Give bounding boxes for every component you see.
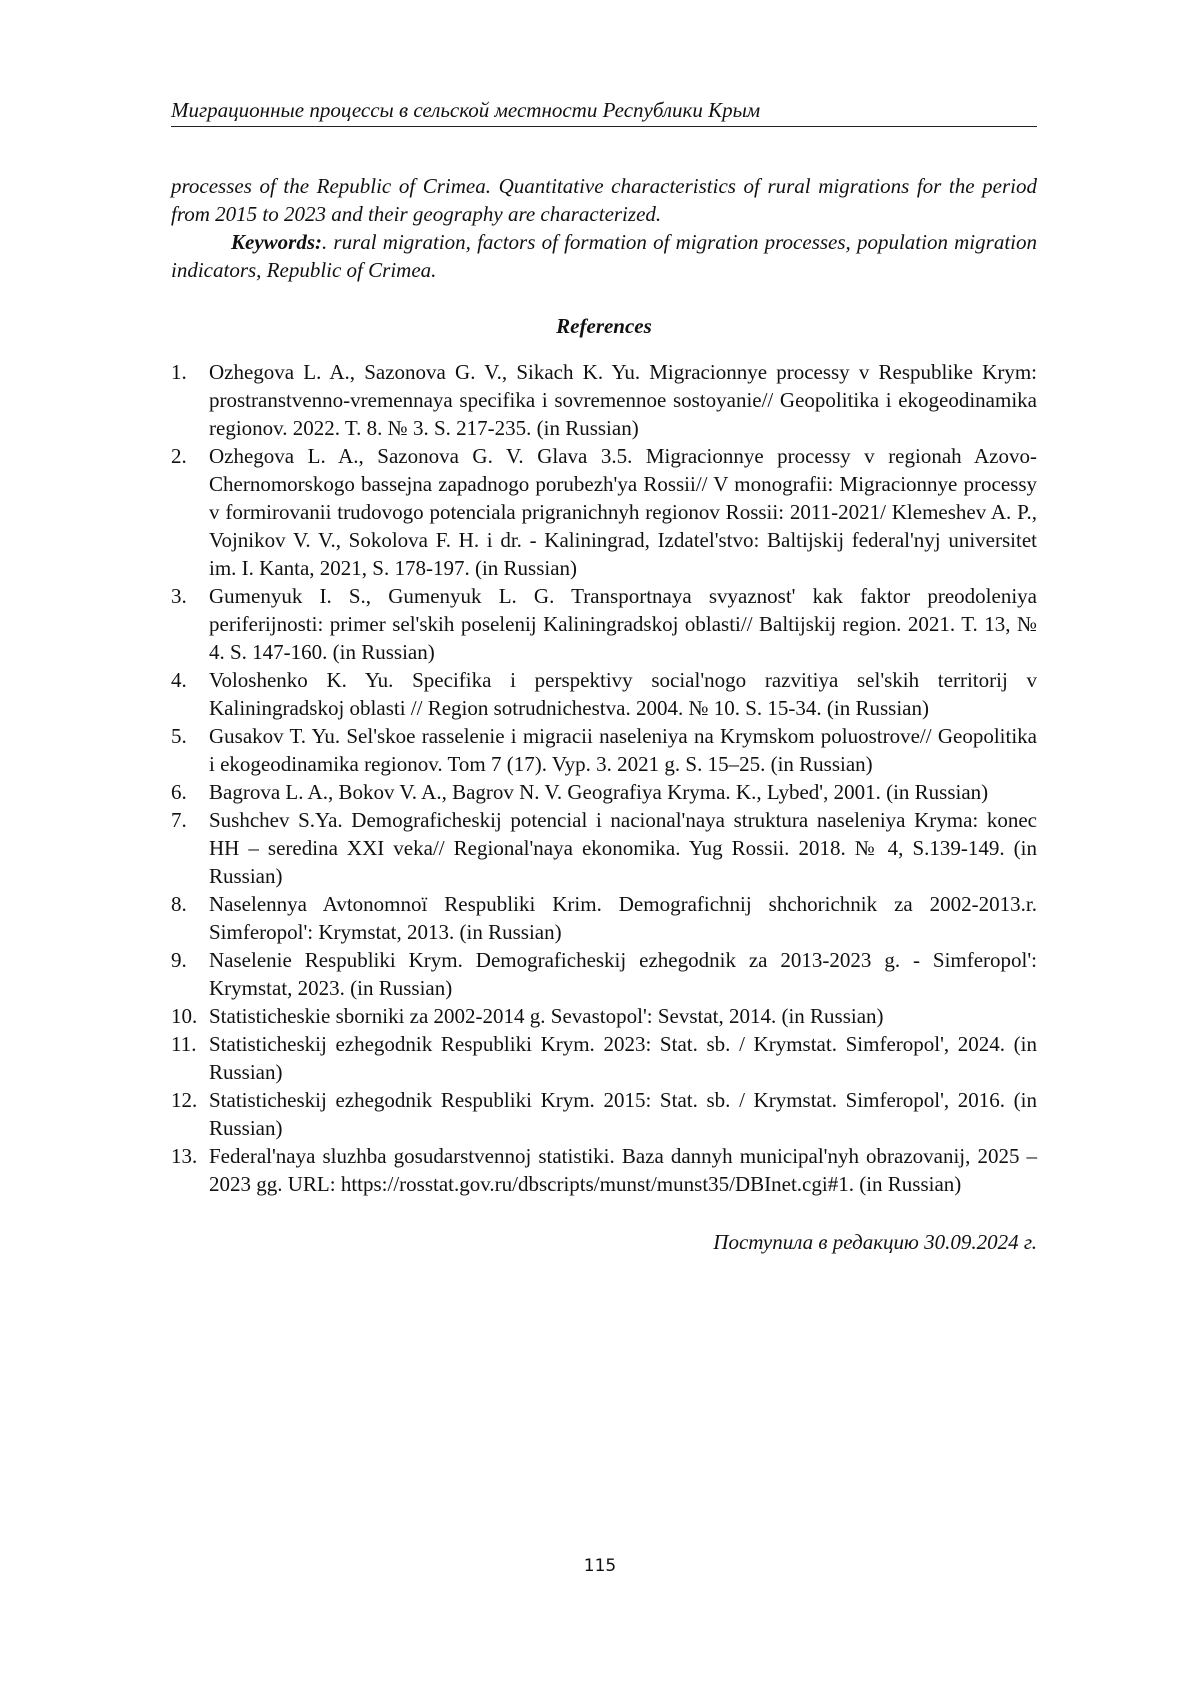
reference-text: Ozhegova L. A., Sazonova G. V., Sikach K. Yu. Migracionnye processy v Respublike Krym: prostranstvenno-vremennaya specifika i sovremennoe sostoyanie// Geopolitika i ekogeodinamika regionov. 2022. T. 8. № 3. S. 217-235. (in Russian) — [209, 360, 1037, 440]
reference-number: 5. — [171, 724, 187, 748]
received-note: Поступила в редакцию 30.09.2024 г. — [713, 1230, 1037, 1254]
reference-item — [171, 806, 1037, 890]
reference-number: 8. — [171, 892, 187, 916]
reference-number: 11. — [171, 1032, 197, 1056]
reference-number: 6. — [171, 780, 187, 804]
reference-text: Ozhegova L. A., Sazonova G. V. Glava 3.5. Migracionnye processy v regionah Azovo-Chernomorskogo bassejna zapadnogo porubezh'ya Rossii// V monografii: Migracionnye processy v formirovanii trudovogo potenciala prigranichnyh regionov Rossii: 2011-2021/ Klemeshev A. P., Vojnikov V. V., Sokolova F. H. i dr. - Kaliningrad, Izdatel'stvo: Baltijskij federal'nyj universitet im. I. Kanta, 2021, S. 178-197. (in Russian) — [209, 444, 1037, 580]
reference-number: 9. — [171, 948, 187, 972]
reference-item — [171, 1086, 1037, 1142]
reference-number: 3. — [171, 584, 187, 608]
reference-text: Naselennya Avtonomnoї Respubliki Krim. Demografichnij shchorichnik za 2002-2013.r. Simferopol': Krymstat, 2013. (in Russian) — [209, 892, 1037, 944]
reference-item — [171, 1142, 1037, 1198]
reference-text: Federal'naya sluzhba gosudarstvennoj statistiki. Baza dannyh municipal'nyh obrazovanij, 2025 – 2023 gg. URL: https://rosstat.gov.ru/dbscripts/munst/munst35/DBInet.cgi#1. (in Russian) — [209, 1144, 1037, 1196]
keywords-text: . rural migration, factors of formation of migration processes, population migration indicators, Republic of Crimea. — [171, 230, 1037, 282]
reference-item — [171, 722, 1037, 778]
reference-number: 2. — [171, 444, 187, 468]
page-number: 115 — [583, 1556, 617, 1576]
reference-item — [171, 890, 1037, 946]
reference-item — [171, 666, 1037, 722]
reference-text: Statisticheskij ezhegodnik Respubliki Krym. 2023: Stat. sb. / Krymstat. Simferopol', 2024. (in Russian) — [209, 1032, 1037, 1084]
reference-number: 13. — [171, 1144, 198, 1168]
reference-text: Gumenyuk I. S., Gumenyuk L. G. Transportnaya svyaznost' kak faktor preodoleniya periferijnosti: primer sel'skih poselenij Kaliningradskoj oblasti// Baltijskij region. 2021. T. 13, № 4. S. 147-160. (in Russian) — [209, 584, 1037, 664]
running-header: Миграционные процессы в сельской местности Республики Крым — [171, 97, 1037, 127]
reference-item — [171, 358, 1037, 442]
reference-text: Sushchev S.Ya. Demograficheskij potencial i nacional'naya struktura naseleniya Kryma: konec HH – seredina XXI veka// Regional'naya ekonomika. Yug Rossii. 2018. № 4, S.139-149. (in Russian) — [209, 808, 1037, 888]
reference-text: Statisticheskij ezhegodnik Respubliki Krym. 2015: Stat. sb. / Krymstat. Simferopol', 2016. (in Russian) — [209, 1088, 1037, 1140]
keywords-label: Keywords: — [231, 230, 322, 254]
references-heading: References — [556, 314, 652, 338]
reference-number: 1. — [171, 360, 187, 384]
reference-item — [171, 946, 1037, 1002]
reference-text: Naselenie Respubliki Krym. Demograficheskij ezhegodnik za 2013-2023 g. - Simferopol': Krymstat, 2023. (in Russian) — [209, 948, 1037, 1000]
reference-text: Voloshenko K. Yu. Specifika i perspektivy social'nogo razvitiya sel'skih territorij v Kaliningradskoj oblasti // Region sotrudnichestva. 2004. № 10. S. 15-34. (in Russian) — [209, 668, 1037, 720]
reference-number: 7. — [171, 808, 187, 832]
reference-item — [171, 1030, 1037, 1086]
reference-number: 10. — [171, 1004, 198, 1028]
reference-text: Gusakov T. Yu. Sel'skoe rasselenie i migracii naseleniya na Krymskom poluostrove// Geopolitika i ekogeodinamika regionov. Tom 7 (17). Vyp. 3. 2021 g. S. 15–25. (in Russian) — [209, 724, 1037, 776]
reference-item — [171, 1002, 1037, 1030]
reference-number: 12. — [171, 1088, 198, 1112]
abstract-tail: processes of the Republic of Crimea. Quantitative characteristics of rural migrations for the period from 2015 to 2023 and their geography are characterized. — [171, 174, 1037, 226]
reference-text: Bagrova L. A., Bokov V. A., Bagrov N. V. Geografiya Kryma. K., Lybed', 2001. (in Russian) — [209, 780, 989, 804]
article-body — [171, 172, 1037, 1256]
reference-number: 4. — [171, 668, 187, 692]
keywords-paragraph — [171, 228, 1037, 284]
reference-item — [171, 582, 1037, 666]
reference-item — [171, 442, 1037, 582]
reference-item — [171, 778, 1037, 806]
reference-list — [171, 358, 1037, 1198]
reference-text: Statisticheskie sborniki za 2002-2014 g. Sevastopol': Sevstat, 2014. (in Russian) — [209, 1004, 884, 1028]
